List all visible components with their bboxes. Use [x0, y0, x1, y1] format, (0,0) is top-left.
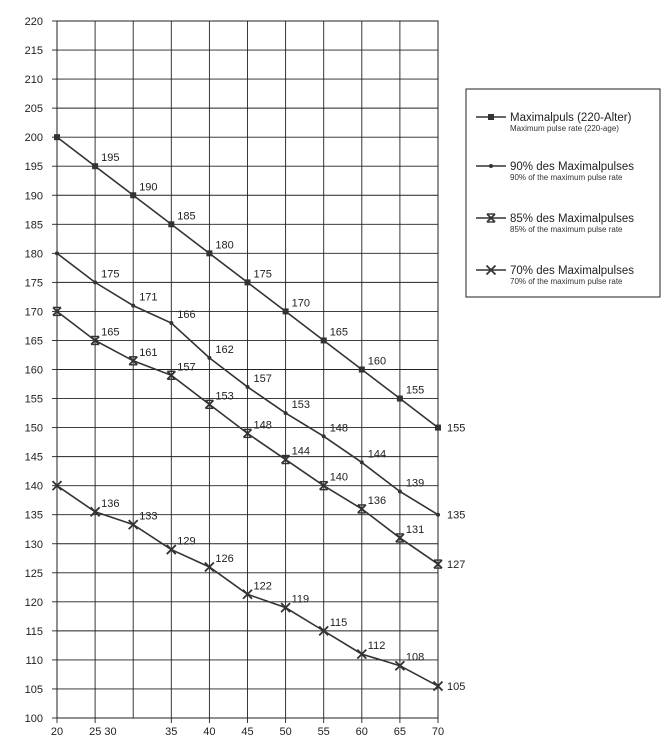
data-labels — [101, 152, 465, 693]
data-point-square — [130, 192, 136, 198]
data-point-dot — [284, 411, 288, 415]
data-label: 148 — [253, 419, 272, 432]
data-label: 175 — [253, 268, 272, 281]
data-label: 161 — [139, 346, 158, 359]
data-point-dot — [398, 489, 402, 493]
y-tick-label: 145 — [24, 451, 43, 464]
y-tick-label: 110 — [25, 654, 43, 667]
y-tick-label: 160 — [24, 364, 43, 377]
data-point-square — [359, 367, 365, 373]
data-label: 108 — [405, 651, 425, 664]
data-label: 129 — [177, 535, 196, 548]
legend — [466, 89, 660, 297]
data-label: 122 — [253, 580, 272, 593]
data-point-square — [283, 308, 289, 314]
legend-entry-name: 70% des Maximalpulses — [510, 265, 635, 277]
data-point-square — [397, 396, 403, 402]
y-tick-label: 215 — [24, 45, 43, 58]
y-tick-label: 205 — [24, 103, 43, 116]
data-label: 165 — [101, 326, 120, 339]
x-tick-label: 25 30 — [89, 726, 117, 738]
data-label: 155 — [447, 422, 466, 435]
y-tick-label: 115 — [25, 625, 43, 638]
y-tick-label: 120 — [24, 596, 43, 609]
y-axis — [25, 16, 57, 725]
x-tick-label: 65 — [393, 726, 407, 738]
data-label: 115 — [329, 616, 348, 629]
x-tick-label: 35 — [165, 726, 178, 738]
y-tick-label: 100 — [24, 713, 43, 725]
data-point-square — [245, 279, 251, 285]
data-label: 162 — [215, 343, 234, 356]
data-label: 165 — [329, 326, 349, 339]
y-tick-label: 130 — [24, 538, 43, 551]
data-label: 126 — [215, 552, 234, 565]
data-point-dot — [131, 304, 135, 308]
data-point-dot — [246, 385, 250, 389]
data-point-square — [206, 250, 212, 256]
data-label: 136 — [101, 497, 120, 510]
y-tick-label: 210 — [24, 74, 43, 87]
data-label: 157 — [253, 372, 272, 385]
data-label: 171 — [139, 291, 158, 304]
data-point-dot — [436, 513, 440, 517]
data-label: 155 — [405, 384, 425, 397]
legend-entry-name: 85% des Maximalpulses — [510, 213, 635, 225]
y-tick-label: 185 — [24, 219, 43, 232]
data-label: 160 — [367, 355, 387, 368]
y-tick-label: 135 — [24, 509, 43, 522]
data-label: 112 — [367, 640, 386, 653]
y-tick-label: 180 — [24, 248, 43, 261]
legend-entry-subtitle: Maximum pulse rate (220-age) — [510, 124, 619, 133]
data-label: 119 — [291, 593, 310, 606]
x-tick-label: 55 — [317, 726, 330, 738]
data-label: 180 — [215, 239, 234, 252]
data-point-dot — [169, 321, 173, 325]
x-tick-label: 50 — [279, 726, 292, 738]
x-tick-label: 20 — [50, 726, 64, 738]
data-point-dot — [489, 164, 493, 168]
x-tick-label: 70 — [431, 726, 445, 738]
x-axis — [51, 718, 444, 738]
data-point-square — [54, 134, 60, 140]
y-tick-label: 170 — [24, 306, 43, 319]
data-label: 170 — [291, 297, 310, 310]
y-tick-label: 220 — [24, 16, 43, 28]
data-point-square — [168, 221, 174, 227]
data-point-dot — [360, 460, 364, 464]
legend-entry-subtitle: 90% of the maximum pulse rate — [510, 173, 623, 182]
legend-entry-name: 90% des Maximalpulses — [510, 161, 635, 173]
data-point-square — [321, 337, 327, 343]
data-label: 131 — [405, 523, 425, 536]
chart-grid — [57, 21, 438, 718]
x-tick-label: 45 — [241, 726, 254, 738]
y-tick-label: 165 — [24, 335, 43, 348]
data-label: 157 — [177, 361, 196, 374]
data-point-square — [488, 114, 494, 120]
data-label: 133 — [139, 510, 158, 523]
y-tick-label: 105 — [24, 683, 43, 696]
data-point-dot — [322, 434, 326, 438]
data-label: 105 — [447, 681, 466, 694]
data-label: 140 — [329, 471, 349, 484]
data-point-dot — [207, 356, 211, 360]
legend-entry-name: Maximalpuls (220-Alter) — [510, 112, 632, 124]
data-label: 127 — [447, 559, 466, 572]
data-label: 190 — [139, 181, 158, 194]
y-tick-label: 150 — [24, 422, 43, 435]
y-tick-label: 140 — [24, 480, 43, 493]
x-tick-label: 60 — [355, 726, 368, 738]
data-label: 144 — [291, 445, 310, 458]
x-tick-label: 40 — [203, 726, 216, 738]
data-label: 153 — [291, 399, 310, 412]
data-label: 153 — [215, 390, 234, 403]
legend-entry-subtitle: 70% of the maximum pulse rate — [510, 277, 623, 286]
data-label: 166 — [177, 309, 196, 322]
y-tick-label: 200 — [24, 132, 43, 145]
data-point-dot — [55, 251, 59, 255]
data-point-square — [92, 163, 98, 169]
data-point-square — [435, 425, 441, 431]
legend-entry-subtitle: 85% of the maximum pulse rate — [510, 225, 623, 234]
data-label: 195 — [101, 152, 120, 165]
y-tick-label: 125 — [24, 567, 43, 580]
data-label: 135 — [447, 509, 466, 522]
data-label: 144 — [367, 448, 387, 461]
y-tick-label: 155 — [24, 393, 43, 406]
data-label: 139 — [405, 477, 425, 490]
data-label: 148 — [329, 422, 349, 435]
y-tick-label: 190 — [24, 190, 43, 203]
data-label: 185 — [177, 210, 196, 223]
y-tick-label: 175 — [24, 277, 43, 290]
data-point-dot — [93, 280, 97, 284]
y-tick-label: 195 — [24, 161, 43, 174]
data-label: 175 — [101, 268, 120, 281]
data-label: 136 — [367, 494, 387, 507]
